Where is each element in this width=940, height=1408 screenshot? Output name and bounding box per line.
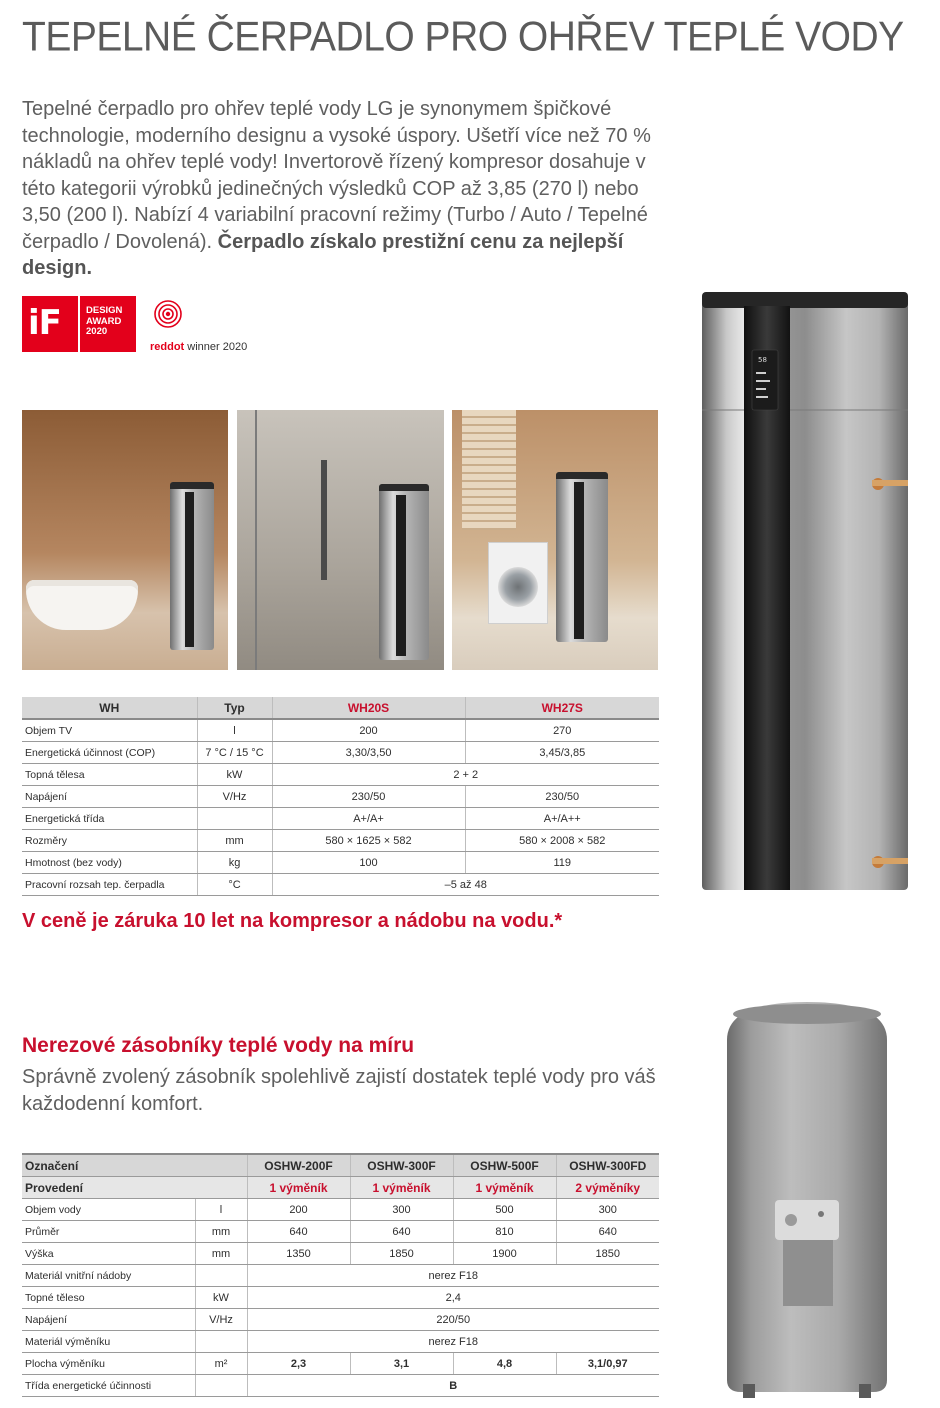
intro-bold-text: Čerpadlo získalo prestižní cenu za nejlepší design. xyxy=(22,230,624,279)
row-value-wh20s: 200 xyxy=(272,719,465,742)
row-unit: V/Hz xyxy=(195,1309,247,1331)
table-row xyxy=(22,808,659,830)
row-label: Topné těleso xyxy=(22,1287,195,1309)
row-value-shared: 220/50 xyxy=(247,1309,659,1331)
table-row xyxy=(22,786,659,808)
row-unit: mm xyxy=(195,1221,247,1243)
header-wh: WH xyxy=(22,697,197,719)
row-value: 1850 xyxy=(556,1243,659,1265)
row-value: 640 xyxy=(247,1221,350,1243)
water-tank-product-image xyxy=(723,1000,890,1398)
row-unit xyxy=(195,1265,247,1287)
reddot-logo-icon xyxy=(150,298,186,330)
row-value: 1850 xyxy=(350,1243,453,1265)
row-value-wh20s: 100 xyxy=(272,852,465,874)
row-label: Topná tělesa xyxy=(22,764,197,786)
row-value: 200 xyxy=(247,1199,350,1221)
row-label: Objem TV xyxy=(22,719,197,742)
heat-pump-unit-image xyxy=(556,472,608,642)
heat-pump-spec-table xyxy=(22,697,659,896)
reddot-winner-text: winner 2020 xyxy=(187,341,248,353)
row-value: 4,8 xyxy=(453,1353,556,1375)
row-label: Energetická třída xyxy=(22,808,197,830)
row-value-shared: B xyxy=(247,1375,659,1397)
section2-text: Správně zvolený zásobník spolehlivě zajistí dostatek teplé vody pro váš každodenní komfort. xyxy=(22,1066,656,1115)
subheader-value: 1 výměník xyxy=(350,1177,453,1199)
if-logo-text: iF xyxy=(28,303,61,343)
row-unit: kW xyxy=(197,764,272,786)
header-oznaceni: Označení xyxy=(22,1154,247,1177)
table-row xyxy=(22,742,659,764)
row-value-shared: –5 až 48 xyxy=(272,874,659,896)
row-value: 300 xyxy=(556,1199,659,1221)
row-unit: V/Hz xyxy=(197,786,272,808)
row-value-wh27s: 119 xyxy=(465,852,659,874)
table-row xyxy=(22,1353,659,1375)
table-row xyxy=(22,1309,659,1331)
header-oshw-300fd: OSHW-300FD xyxy=(556,1154,659,1177)
row-value-wh20s: 580 × 1625 × 582 xyxy=(272,830,465,852)
table-row xyxy=(22,719,659,742)
row-label: Rozměry xyxy=(22,830,197,852)
row-value: 2,3 xyxy=(247,1353,350,1375)
if-award-line3: 2020 xyxy=(86,326,108,337)
shower-glass-edge xyxy=(255,410,257,670)
table-row xyxy=(22,852,659,874)
row-label: Třída energetické účinnosti xyxy=(22,1375,195,1397)
header-oshw-300f: OSHW-300F xyxy=(350,1154,453,1177)
table-row xyxy=(22,1243,659,1265)
water-tank-spec-table xyxy=(22,1153,659,1397)
row-unit xyxy=(197,808,272,830)
row-value: 3,1 xyxy=(350,1353,453,1375)
heat-pump-unit-image xyxy=(379,484,429,660)
if-award-line2: AWARD xyxy=(86,315,122,327)
row-value: 640 xyxy=(350,1221,453,1243)
row-unit: 7 °C / 15 °C xyxy=(197,742,272,764)
photo-bathroom-tub xyxy=(22,410,228,670)
row-value-wh20s: 3,30/3,50 xyxy=(272,742,465,764)
row-value-wh20s: A+/A+ xyxy=(272,808,465,830)
row-unit: mm xyxy=(195,1243,247,1265)
row-value-shared: nerez F18 xyxy=(247,1331,659,1353)
intro-text: Tepelné čerpadlo pro ohřev teplé vody LG je synonymem špičkové technologie, moderního designu a vysoké úspory. Ušetří více než 70 % nákladů na ohřev teplé vody! Invertorově řízený kompresor dosahuje v této kategorii výrobků jedinečných výsledků COP až 3,85 (270 l) nebo 3,50 (200 l). Nabízí 4 variabilní pracovní režimy (Turbo / Auto / Tepelné čerpadlo / Dovolená). xyxy=(22,98,651,253)
warranty-notice: V ceně je záruka 10 let na kompresor a nádobu na vodu.* xyxy=(22,910,563,932)
window-blinds xyxy=(462,410,516,530)
row-value-wh20s: 230/50 xyxy=(272,786,465,808)
heat-pump-unit-image xyxy=(170,482,214,650)
table-row xyxy=(22,1287,659,1309)
intro-paragraph xyxy=(22,96,652,282)
row-unit: mm xyxy=(197,830,272,852)
header-oshw-500f: OSHW-500F xyxy=(453,1154,556,1177)
section2-title: Nerezové zásobníky teplé vody na míru xyxy=(22,1034,415,1057)
if-award-line1: DESIGN xyxy=(86,305,123,316)
row-value-wh27s: 230/50 xyxy=(465,786,659,808)
row-value-wh27s: 3,45/3,85 xyxy=(465,742,659,764)
reddot-caption xyxy=(150,341,247,353)
row-label: Průměr xyxy=(22,1221,195,1243)
header-wh27s: WH27S xyxy=(465,697,659,719)
row-label: Materiál výměníku xyxy=(22,1331,195,1353)
row-value: 1900 xyxy=(453,1243,556,1265)
bathtub-shape xyxy=(26,580,138,630)
row-label: Napájení xyxy=(22,1309,195,1331)
header-wh20s: WH20S xyxy=(272,697,465,719)
reddot-brand: reddot xyxy=(150,341,185,353)
row-value: 300 xyxy=(350,1199,453,1221)
table-subheader-row xyxy=(22,1177,659,1199)
shower-panel xyxy=(321,460,327,580)
table-header-row xyxy=(22,1154,659,1177)
row-value-shared: nerez F18 xyxy=(247,1265,659,1287)
row-unit: kW xyxy=(195,1287,247,1309)
subheader-provedeni: Provedení xyxy=(22,1177,247,1199)
table-row xyxy=(22,1221,659,1243)
table-row xyxy=(22,764,659,786)
photo-laundry-room xyxy=(452,410,658,670)
page-title: TEPELNÉ ČERPADLO PRO OHŘEV TEPLÉ VODY xyxy=(22,14,904,61)
row-unit xyxy=(195,1375,247,1397)
row-unit xyxy=(195,1331,247,1353)
row-label: Pracovní rozsah tep. čerpadla xyxy=(22,874,197,896)
photo-shower-room xyxy=(237,410,444,670)
row-label: Hmotnost (bez vody) xyxy=(22,852,197,874)
row-value: 1350 xyxy=(247,1243,350,1265)
subheader-value: 2 výměníky xyxy=(556,1177,659,1199)
row-unit: m² xyxy=(195,1353,247,1375)
if-award-badge xyxy=(80,296,136,352)
table-row xyxy=(22,830,659,852)
row-value: 3,1/0,97 xyxy=(556,1353,659,1375)
svg-text:58: 58 xyxy=(758,356,767,364)
row-label: Výška xyxy=(22,1243,195,1265)
row-label: Energetická účinnost (COP) xyxy=(22,742,197,764)
row-label: Objem vody xyxy=(22,1199,195,1221)
row-value: 640 xyxy=(556,1221,659,1243)
row-unit: l xyxy=(195,1199,247,1221)
row-value: 810 xyxy=(453,1221,556,1243)
subheader-value: 1 výměník xyxy=(247,1177,350,1199)
row-value-wh27s: 580 × 2008 × 582 xyxy=(465,830,659,852)
table-row xyxy=(22,1375,659,1397)
subheader-value: 1 výměník xyxy=(453,1177,556,1199)
row-unit: l xyxy=(197,719,272,742)
row-value-wh27s: A+/A++ xyxy=(465,808,659,830)
row-unit: kg xyxy=(197,852,272,874)
header-typ: Typ xyxy=(197,697,272,719)
row-value-wh27s: 270 xyxy=(465,719,659,742)
table-header-row xyxy=(22,697,659,719)
row-label: Materiál vnitřní nádoby xyxy=(22,1265,195,1287)
row-value-shared: 2,4 xyxy=(247,1287,659,1309)
table-row xyxy=(22,1331,659,1353)
row-label: Plocha výměníku xyxy=(22,1353,195,1375)
washing-machine-image xyxy=(488,542,548,624)
table-row xyxy=(22,1265,659,1287)
if-design-award-logo xyxy=(22,296,78,352)
heat-pump-product-image xyxy=(700,292,912,894)
row-label: Napájení xyxy=(22,786,197,808)
header-oshw-200f: OSHW-200F xyxy=(247,1154,350,1177)
table-row xyxy=(22,874,659,896)
row-unit: °C xyxy=(197,874,272,896)
row-value: 500 xyxy=(453,1199,556,1221)
table-row xyxy=(22,1199,659,1221)
row-value-shared: 2 + 2 xyxy=(272,764,659,786)
